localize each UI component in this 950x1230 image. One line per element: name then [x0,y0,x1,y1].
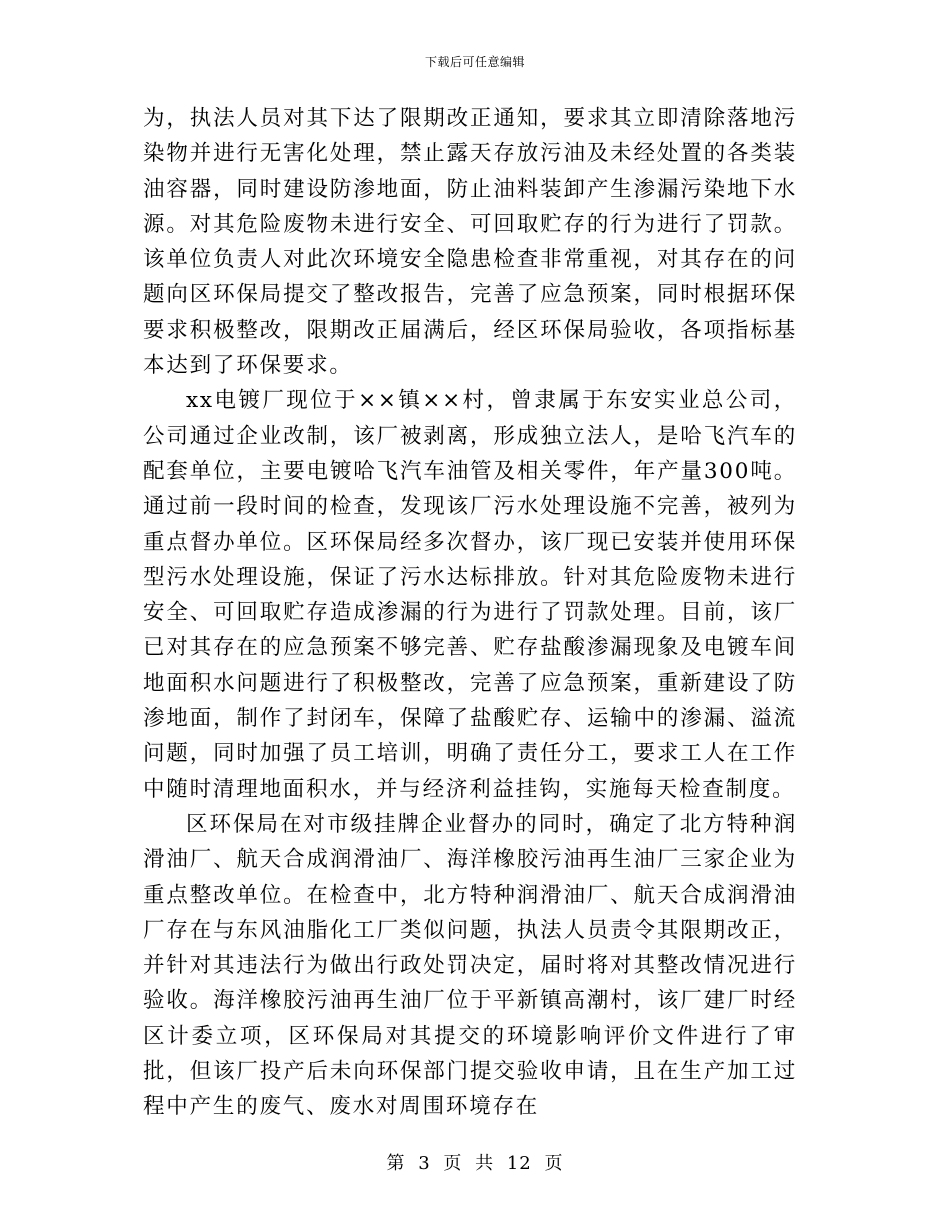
page-number-footer: 第 3 页 共 12 页 [386,1153,564,1174]
paragraph-continued: 为，执法人员对其下达了限期改正通知，要求其立即清除落地污染物并进行无害化处理，禁止露天存放污油及未经处置的各类装油容器，同时建设防渗地面，防止油料装卸产生渗漏污染地下水源。对其危险废物未进行安全、可回取贮存的行为进行了罚款。该单位负责人对此次环境安全隐患检查非常重视，对其存在的问题向区环保局提交了整改报告，完善了应急预案，同时根据环保要求积极整改，限期改正届满后，经区环保局验收，各项指标基本达到了环保要求。 [143,106,797,379]
paragraph-electroplating-factory: xx电镀厂现位于××镇××村，曾隶属于东安实业总公司，公司通过企业改制，该厂被剥离，形成独立法人，是哈飞汽车的配套单位，主要电镀哈飞汽车油管及相关零件，年产量300吨。通过前一段时间的检查，发现该厂污水处理设施不完善，被列为重点督办单位。区环保局经多次督办，该厂现已安装并使用环保型污水处理设施，保证了污水达标排放。针对其危险废物未进行安全、可回取贮存造成渗漏的行为进行了罚款处理。目前，该厂已对其存在的应急预案不够完善、贮存盐酸渗漏现象及电镀车间地面积水问题进行了积极整改，完善了应急预案，重新建设了防渗地面，制作了封闭车，保障了盐酸贮存、运输中的渗漏、溢流问题，同时加强了员工培训，明确了责任分工，要求工人在工作中随时清理地面积水，并与经济利益挂钩，实施每天检查制度。 [143,388,797,802]
document-body [143,101,797,1125]
page-header: 下载后可任意编辑 [424,55,525,69]
paragraph-key-rectification: 区环保局在对市级挂牌企业督办的同时，确定了北方特种润滑油厂、航天合成润滑油厂、海洋橡胶污油再生油厂三家企业为重点整改单位。在检查中，北方特种润滑油厂、航天合成润滑油厂存在与东风油脂化工厂类似问题，执法人员责令其限期改正，并针对其违法行为做出行政处罚决定，届时将对其整改情况进行验收。海洋橡胶污油再生油厂位于平新镇高潮村，该厂建厂时经区计委立项，区环保局对其提交的环境影响评价文件进行了审批，但该厂投产后未向环保部门提交验收申请，且在生产加工过程中产生的废气、废水对周围环境存在 [143,811,797,1120]
